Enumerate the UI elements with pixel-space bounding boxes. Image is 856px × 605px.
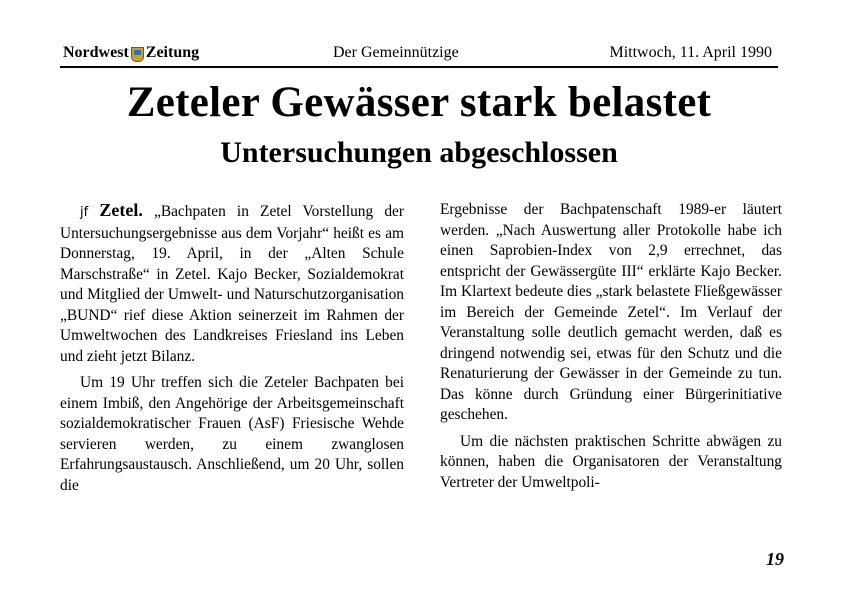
- author-initials: jf: [80, 205, 89, 220]
- page-header: [60, 40, 778, 68]
- newspaper-masthead: [63, 44, 199, 62]
- article-column-left: [60, 200, 404, 496]
- article-paragraph: [60, 200, 404, 367]
- issue-date: Mittwoch, 11. April 1990: [609, 44, 772, 61]
- masthead-name-part2: Zeitung: [145, 44, 200, 61]
- article-column-right: [440, 200, 782, 493]
- article-paragraph: Um 19 Uhr treffen sich die Zeteler Bachpaten bei einem Imbiß, den Angehörige der Arbeitsgemeinschaft sozialdemokratischer Frauen (AsF) Friesische Wehde servieren werden, zu einem zwanglosen Erfahrungsaustausch. Anschließend, um 20 Uhr, sollen die: [60, 374, 404, 494]
- page-number: 19: [766, 549, 784, 569]
- article-paragraph: Um die nächsten praktischen Schritte abwägen zu können, haben die Organisatoren der Veranstaltung Vertreter der Umweltpoli-: [440, 432, 782, 491]
- article-headline: Zeteler Gewässer stark belastet: [126, 79, 712, 126]
- dateline: Zetel.: [99, 200, 143, 220]
- article-subheadline: Untersuchungen abgeschlossen: [220, 136, 618, 169]
- article-paragraph: Ergebnisse der Bachpatenschaft 1989-er läutert werden. „Nach Auswertung aller Protokolle habe ich einen Saprobien-Index von 2,9 errechnet, das entspricht der Gewässergüte III“ erklärte Kajo Becker. Im Klartext bedeute dies „stark belastete Fließgewässer im Bereich der Gemeinde Zetel“. Im Verlauf der Veranstaltung solle deutlich gemacht werden, daß es dringend notwendig sei, etwas für den Schutz und die Renaturierung der Gewässer in der Gemeinde zu tun. Das könne durch Gründung einer Bürgerinitiative geschehen.: [440, 201, 782, 423]
- section-title: Der Gemeinnützige: [333, 44, 459, 61]
- coat-of-arms-icon: [131, 47, 144, 62]
- masthead-name-part1: Nordwest: [63, 44, 129, 61]
- paragraph-text: „Bachpaten in Zetel Vorstellung der Untersuchungsergebnisse aus dem Vorjahr“ heißt es am Donnerstag, 19. April, in der „Alten Schule Marschstraße“ in Zetel. Kajo Becker, Sozialdemokrat und Mitglied der Umwelt- und Naturschutzorganisation „BUND“ rief diese Aktion seinerzeit im Rahmen der Umweltwochen des Landkreises Friesland ins Leben und zieht jetzt Bilanz.: [60, 203, 404, 365]
